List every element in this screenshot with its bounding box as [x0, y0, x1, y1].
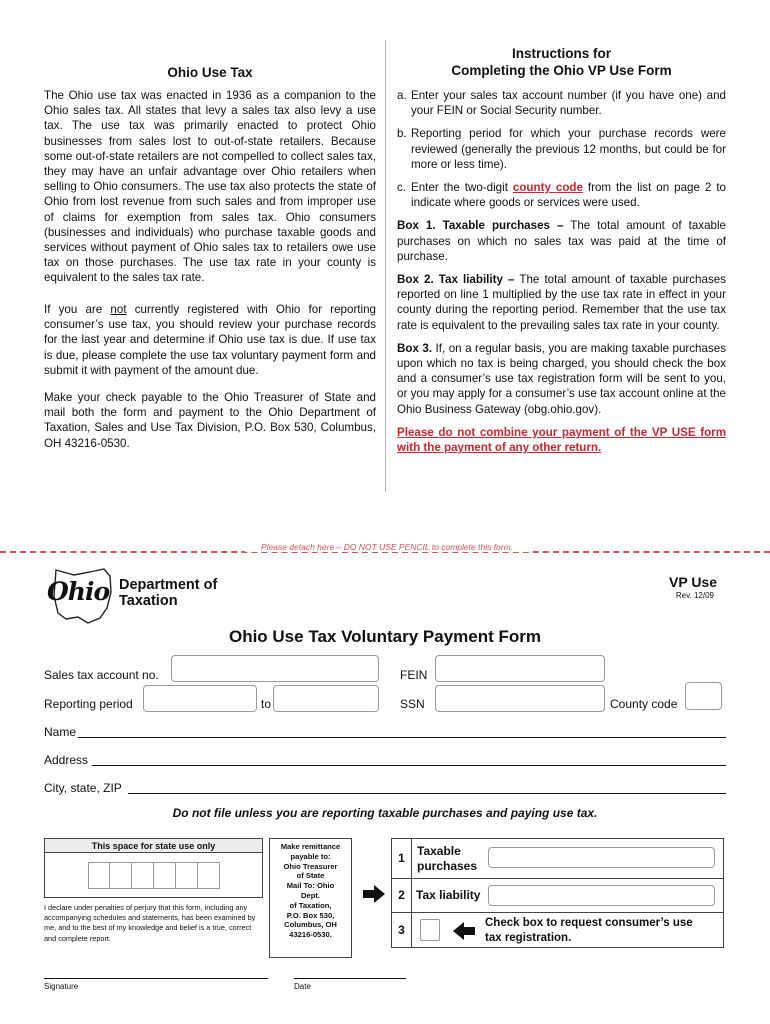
reporting-period-start-input[interactable]	[143, 685, 257, 712]
ohio-logo-text: Ohio	[47, 577, 110, 606]
line-1-label: Taxable purchases	[417, 844, 478, 873]
box2-instruction: Box 2. Tax liability – The total amount of taxable purchases reported on line 1 multiplied by the use tax rate in effect in your county during the reporting period. Remember that the use tax rate is equivalent to the prevailing sales tax rate in your county.	[397, 273, 726, 332]
taxable-purchases-input[interactable]	[488, 847, 715, 868]
line-3-label: Check box to request consumer’s use tax registration.	[485, 917, 693, 944]
reporting-period-end-input[interactable]	[273, 685, 379, 712]
instruction-item-a: a. Enter your sales tax account number (if you have one) and your FEIN or Social Security number.	[397, 89, 726, 118]
instructions-title: Instructions for Completing the Ohio VP Use Form	[451, 46, 672, 78]
arrow-left-icon	[452, 921, 476, 941]
ohio-logo	[44, 566, 124, 626]
state-use-cell	[132, 862, 154, 889]
perjury-declaration: I declare under penalties of perjury that this form, including any accompanying schedules and statements, has been examined by me, and to the best of my knowledge and belief is a true, correct and complete report.	[44, 903, 256, 943]
signature-label: Signature	[44, 982, 79, 991]
sales-tax-account-label: Sales tax account no.	[44, 668, 159, 682]
instruction-item-c: c. Enter the two-digit county code from the list on page 2 to indicate where goods or services were used.	[397, 181, 726, 210]
city-state-zip-label: City, state, ZIP	[44, 781, 122, 795]
fein-input[interactable]	[435, 655, 605, 682]
instruction-item-b: b. Reporting period for which your purchase records were reviewed (generally the previous 12 months, but could be for more or less time).	[397, 127, 726, 171]
state-use-cell	[176, 862, 198, 889]
address-input[interactable]	[92, 765, 726, 766]
state-use-title: This space for state use only	[45, 839, 262, 853]
arrow-right-icon	[362, 884, 386, 904]
name-label: Name	[44, 725, 77, 739]
registration-paragraph: If you are not currently registered with Ohio for reporting consumer’s use tax, you should review your purchase records for the last year and determine if Ohio use tax is due. If use tax is due, please complete the use tax voluntary payment form and submit it with payment of the amount due.	[44, 303, 376, 377]
lines-table	[391, 838, 724, 948]
line-2-number: 2	[392, 879, 412, 912]
date-label: Date	[294, 982, 311, 991]
payment-warning: Please do not combine your payment of the VP USE form with the payment of any other return.	[397, 425, 726, 455]
city-state-zip-input[interactable]	[128, 793, 726, 794]
date-input[interactable]	[294, 978, 406, 979]
line-2-label: Tax liability	[416, 888, 481, 902]
reporting-period-to-label: to	[261, 697, 272, 711]
ssn-input[interactable]	[435, 685, 605, 712]
county-code-input[interactable]	[685, 682, 722, 710]
column-divider	[385, 40, 386, 492]
line-1-number: 1	[392, 839, 412, 878]
county-code-link[interactable]: county code	[512, 181, 583, 195]
line-3-row	[392, 913, 723, 947]
state-use-cell	[198, 862, 220, 889]
reporting-period-label: Reporting period	[44, 697, 133, 711]
form-id: VP Use	[669, 574, 717, 590]
state-use-cells	[45, 862, 262, 889]
tax-liability-input[interactable]	[488, 885, 715, 906]
instructions-body	[397, 88, 726, 455]
line-1-row	[392, 839, 723, 879]
state-use-cell	[110, 862, 132, 889]
state-use-box	[44, 838, 263, 898]
county-code-label: County code	[610, 697, 678, 711]
form-title: Ohio Use Tax Voluntary Payment Form	[228, 627, 542, 646]
state-use-cell	[154, 862, 176, 889]
payment-paragraph: Make your check payable to the Ohio Treasurer of State and mail both the form and payment to the Ohio Department of Taxation, Sales and Use Tax Division, P.O. Box 530, Columbus, OH 43216-0530.	[44, 391, 376, 450]
line-2-row	[392, 879, 723, 913]
ssn-label: SSN	[400, 697, 425, 711]
sales-tax-account-input[interactable]	[171, 655, 379, 682]
address-label: Address	[44, 753, 89, 767]
detach-instruction: Please detach here – DO NOT USE PENCIL to complete this form.	[245, 542, 529, 552]
form-revision: Rev. 12/09	[675, 591, 714, 600]
registration-checkbox[interactable]	[420, 919, 440, 941]
use-tax-intro-paragraph: The Ohio use tax was enacted in 1936 as a companion to the Ohio sales tax. All states that levy a sales tax also levy a use tax. The use tax was primarily enacted to protect Ohio businesses from sales lost to out-of-state retailers. Because some out-of-state retailers are not compelled to collect sales tax, they may have an unfair advantage over Ohio retailers when selling to Ohio consumers. The use tax also protects the state of Ohio from lost revenue from such sales and from improper use of claims for exemption from sales tax. Ohio consumers (businesses and individuals) who purchase taxable goods and services without payment of Ohio sales tax to retailers owe use tax on those purchases. The use tax rate in your county is equivalent to the sales tax rate.	[44, 89, 376, 285]
state-use-cell	[88, 862, 110, 889]
fein-label: FEIN	[400, 668, 428, 682]
left-column-title: Ohio Use Tax	[167, 65, 253, 80]
signature-input[interactable]	[44, 978, 268, 979]
department-name: Department of Taxation	[119, 577, 218, 609]
box1-instruction: Box 1. Taxable purchases – The total amount of taxable purchases on which no sales tax was paid at the time of purchase.	[397, 219, 727, 263]
box3-instruction: Box 3. If, on a regular basis, you are making taxable purchases upon which no tax is being charged, you should check the box and a consumer’s use tax registration form will be sent to you, or you may apply for a consumer’s use tax account online at the Ohio Business Gateway (obg.ohio.gov).	[397, 341, 726, 416]
filing-notice: Do not file unless you are reporting taxable purchases and paying use tax.	[172, 806, 598, 820]
line-3-number: 3	[392, 913, 412, 947]
name-input[interactable]	[78, 737, 726, 738]
remittance-box: Make remittance payable to: Ohio Treasurer of State Mail To: Ohio Dept. of Taxation, P.O. Box 530, Columbus, OH 43216-0530.	[269, 838, 352, 958]
